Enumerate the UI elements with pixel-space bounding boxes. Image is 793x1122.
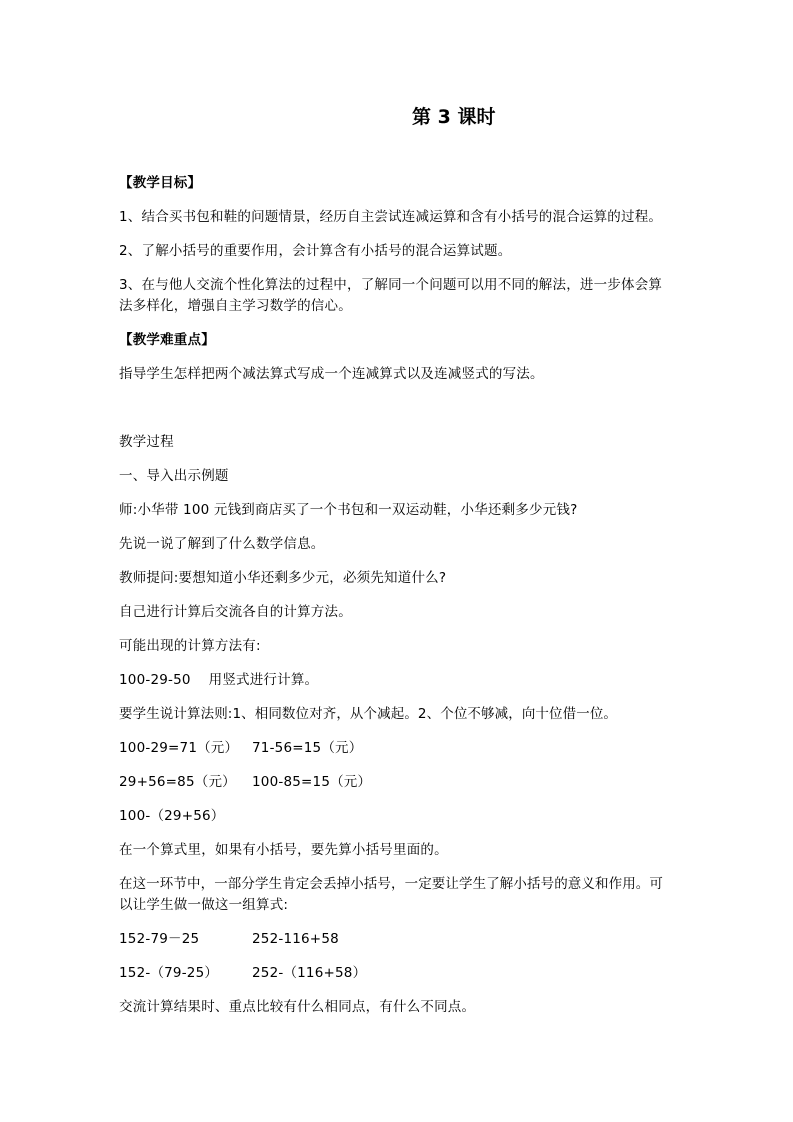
process-line: 师:小华带 100 元钱到商店买了一个书包和一双运动鞋，小华还剩多少元钱? — [119, 502, 578, 518]
equation-row — [119, 774, 371, 790]
equation: 152-（79-25） — [119, 965, 219, 981]
objective-item-1: 1、结合买书包和鞋的问题情景，经历自主尝试连减运算和含有小括号的混合运算的过程。 — [119, 209, 663, 225]
equation: 152-79－25 — [119, 931, 200, 947]
page-title: 第 3 课时 — [412, 106, 496, 128]
equation-row — [119, 931, 339, 947]
equation: 71-56=15（元） — [252, 740, 363, 756]
process-line: 在一个算式里，如果有小括号，要先算小括号里面的。 — [119, 842, 448, 858]
equation-row — [119, 740, 362, 756]
closing-line: 交流计算结果时、重点比较有什么相同点，有什么不同点。 — [119, 999, 476, 1015]
equation: 100-85=15（元） — [252, 774, 372, 790]
process-line: 自己进行计算后交流各自的计算方法。 — [119, 604, 352, 620]
objective-item-3-continued: 法多样化，增强自主学习数学的信心。 — [119, 298, 352, 314]
process-line: 在这一环节中，一部分学生肯定会丢掉小括号，一定要让学生了解小括号的意义和作用。可 — [119, 876, 663, 892]
process-line: 以让学生做一做这一组算式: — [119, 897, 289, 913]
objective-item-2: 2、了解小括号的重要作用，会计算含有小括号的混合运算试题。 — [119, 243, 512, 259]
process-line: 要学生说计算法则:1、相同数位对齐，从个减起。2、个位不够减，向十位借一位。 — [119, 706, 618, 722]
process-line: 可能出现的计算方法有: — [119, 638, 261, 654]
process-heading: 教学过程 — [119, 434, 174, 450]
equation: 252-116+58 — [252, 931, 339, 947]
difficulty-text: 指导学生怎样把两个减法算式写成一个连减算式以及连减竖式的写法。 — [119, 366, 544, 382]
equation: 100-（29+56） — [119, 808, 225, 824]
equation: 29+56=85（元） — [119, 774, 236, 790]
difficulty-heading: 【教学难重点】 — [119, 332, 215, 348]
process-line: 先说一说了解到了什么数学信息。 — [119, 536, 325, 552]
objectives-heading: 【教学目标】 — [119, 175, 202, 191]
equation-row — [119, 965, 366, 981]
process-line: 教师提问:要想知道小华还剩多少元，必须先知道什么? — [119, 570, 447, 586]
section-1-heading: 一、导入出示例题 — [119, 468, 229, 484]
equation: 252-（116+58） — [252, 965, 367, 981]
process-line: 100-29-50 用竖式进行计算。 — [119, 672, 319, 688]
objective-item-3: 3、在与他人交流个性化算法的过程中，了解同一个问题可以用不同的解法，进一步体会算 — [119, 277, 663, 293]
equation: 100-29=71（元） — [119, 740, 239, 756]
